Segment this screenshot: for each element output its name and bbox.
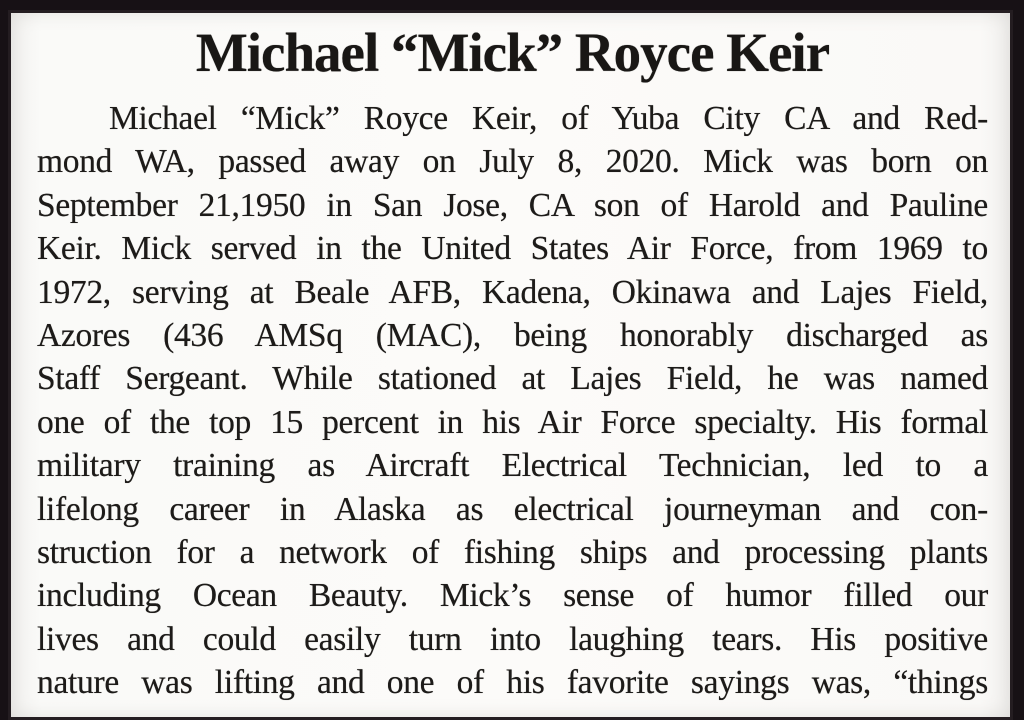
- obituary-text-line: Azores (436 AMSq (MAC), being honorably discharged as: [37, 317, 988, 355]
- obituary-text-line: September 21,1950 in San Jose, CA son of Harold and Pauline: [37, 186, 988, 224]
- obituary-text-line: struction for a network of fishing ships and processing plants: [37, 534, 988, 572]
- obituary-text-line: 1972, serving at Beale AFB, Kadena, Okinawa and Lajes Field,: [37, 273, 988, 311]
- obituary-text-line: lives and could easily turn into laughing tears. His positive: [37, 620, 988, 658]
- obituary-body: [37, 97, 988, 705]
- obituary-text-line: mond WA, passed away on July 8, 2020. Mick was born on: [37, 143, 988, 181]
- obituary-text-line: nature was lifting and one of his favorite sayings was, “things: [37, 664, 988, 702]
- obituary-title: Michael “Mick” Royce Keir: [195, 22, 830, 83]
- obituary-text-line: Staff Sergeant. While stationed at Lajes Field, he was named: [37, 360, 988, 398]
- obituary-box: [8, 10, 1013, 720]
- obituary-text-line: military training as Aircraft Electrical Technician, led to a: [37, 447, 988, 485]
- obituary-text-line: Michael “Mick” Royce Keir, of Yuba City CA and Red-: [109, 100, 988, 137]
- obituary-text-line: including Ocean Beauty. Mick’s sense of humor filled our: [37, 577, 988, 615]
- obituary-text-line: one of the top 15 percent in his Air Force specialty. His formal: [37, 403, 988, 441]
- obituary-text-line: lifelong career in Alaska as electrical journeyman and con-: [37, 490, 988, 528]
- obituary-text-line: Keir. Mick served in the United States Air Force, from 1969 to: [37, 230, 988, 268]
